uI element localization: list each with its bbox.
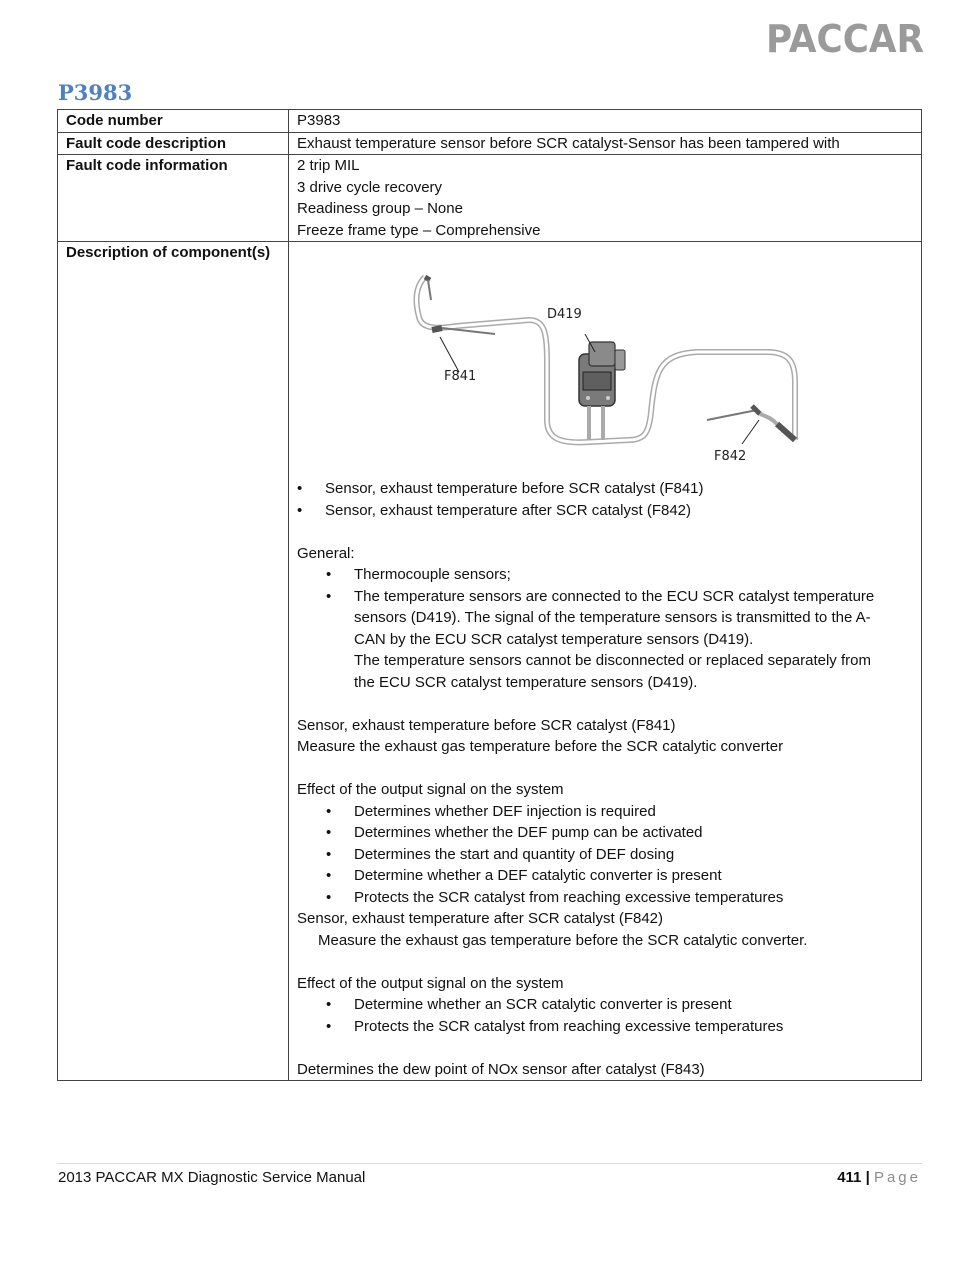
list-item [297,586,913,694]
effect-heading: Effect of the output signal on the system [297,781,564,798]
before-sensor-heading: Sensor, exhaust temperature before SCR catalyst (F841) [297,716,676,734]
fault-code-table [57,109,922,1081]
effect-heading: Effect of the output signal on the system [297,974,564,992]
callout-f841: F841 [444,369,477,384]
list-item-line: the ECU SCR catalyst temperature sensors (D419). [354,673,698,691]
fault-description-label: Fault code description [58,132,289,155]
fault-info-label: Fault code information [58,155,289,242]
list-item: • Determines the start and quantity of DEF dosing [297,844,913,866]
after-sensor-heading: Sensor, exhaust temperature after SCR catalyst (F842) [297,910,663,927]
list-item: • Sensor, exhaust temperature after SCR catalyst (F842) [297,500,913,522]
after-sensor-text: Measure the exhaust gas temperature before the SCR catalytic converter. [318,931,808,949]
dew-point-text: Determines the dew point of NOx sensor after catalyst (F843) [297,1060,705,1078]
list-item: • Protects the SCR catalyst from reaching excessive temperatures [297,1016,913,1038]
table-row-fault-info [58,155,922,242]
fault-description-value: Exhaust temperature sensor before SCR catalyst-Sensor has been tampered with [289,132,922,155]
before-sensor-text: Measure the exhaust gas temperature before the SCR catalytic converter [297,738,784,755]
logo-text: PACCAR [766,20,924,56]
effect-list [297,994,913,1037]
list-item-line: sensors (D419). The signal of the temperature sensors is transmitted to the A- [354,609,871,626]
list-item: • Determines whether the DEF pump can be activated [297,822,913,844]
list-item-line: The temperature sensors cannot be disconnected or replaced separately from [354,652,871,669]
sensor-list [297,478,913,521]
fault-info-line: Freeze frame type – Comprehensive [297,221,541,239]
components-content [289,242,922,1081]
fault-info-value [289,155,922,242]
callout-f842: F842 [714,449,747,464]
list-item: • Thermocouple sensors; [297,564,913,586]
list-item: • Determines whether DEF injection is required [297,801,913,823]
list-item: • Sensor, exhaust temperature before SCR catalyst (F841) [297,478,913,500]
footer-page [837,1169,921,1186]
list-item-line: • The temperature sensors are connected to the ECU SCR catalyst temperature [354,587,875,605]
sensor-harness-diagram [297,242,897,478]
harness-illustration [297,242,897,478]
footer-manual-title: 2013 PACCAR MX Diagnostic Service Manual [58,1169,366,1186]
list-item-line: CAN by the ECU SCR catalyst temperature sensors (D419). [354,630,754,648]
code-number-value: P3983 [289,110,922,133]
footer-divider [57,1163,922,1164]
page-word: Page [873,1169,921,1186]
fault-info-line: Readiness group – None [297,200,463,217]
general-heading: General: [297,544,355,562]
callout-d419: D419 [547,307,582,322]
page-title: P3983 [58,80,133,105]
fault-info-line: 3 drive cycle recovery [297,178,443,196]
table-row-components [58,242,922,1081]
page-separator: | [865,1169,870,1186]
code-number-label: Code number [58,110,289,133]
components-label: Description of component(s) [58,242,289,1081]
list-item: • Determine whether an SCR catalytic converter is present [297,994,913,1016]
table-row-code-number [58,110,922,133]
fault-info-line: 2 trip MIL [297,157,360,174]
list-item: • Protects the SCR catalyst from reaching excessive temperatures [297,887,913,909]
paccar-logo [766,20,924,56]
list-item: • Determine whether a DEF catalytic converter is present [297,865,913,887]
effect-list [297,801,913,909]
table-row-fault-description [58,132,922,155]
page-number: 411 [837,1169,862,1186]
general-list [297,564,913,693]
